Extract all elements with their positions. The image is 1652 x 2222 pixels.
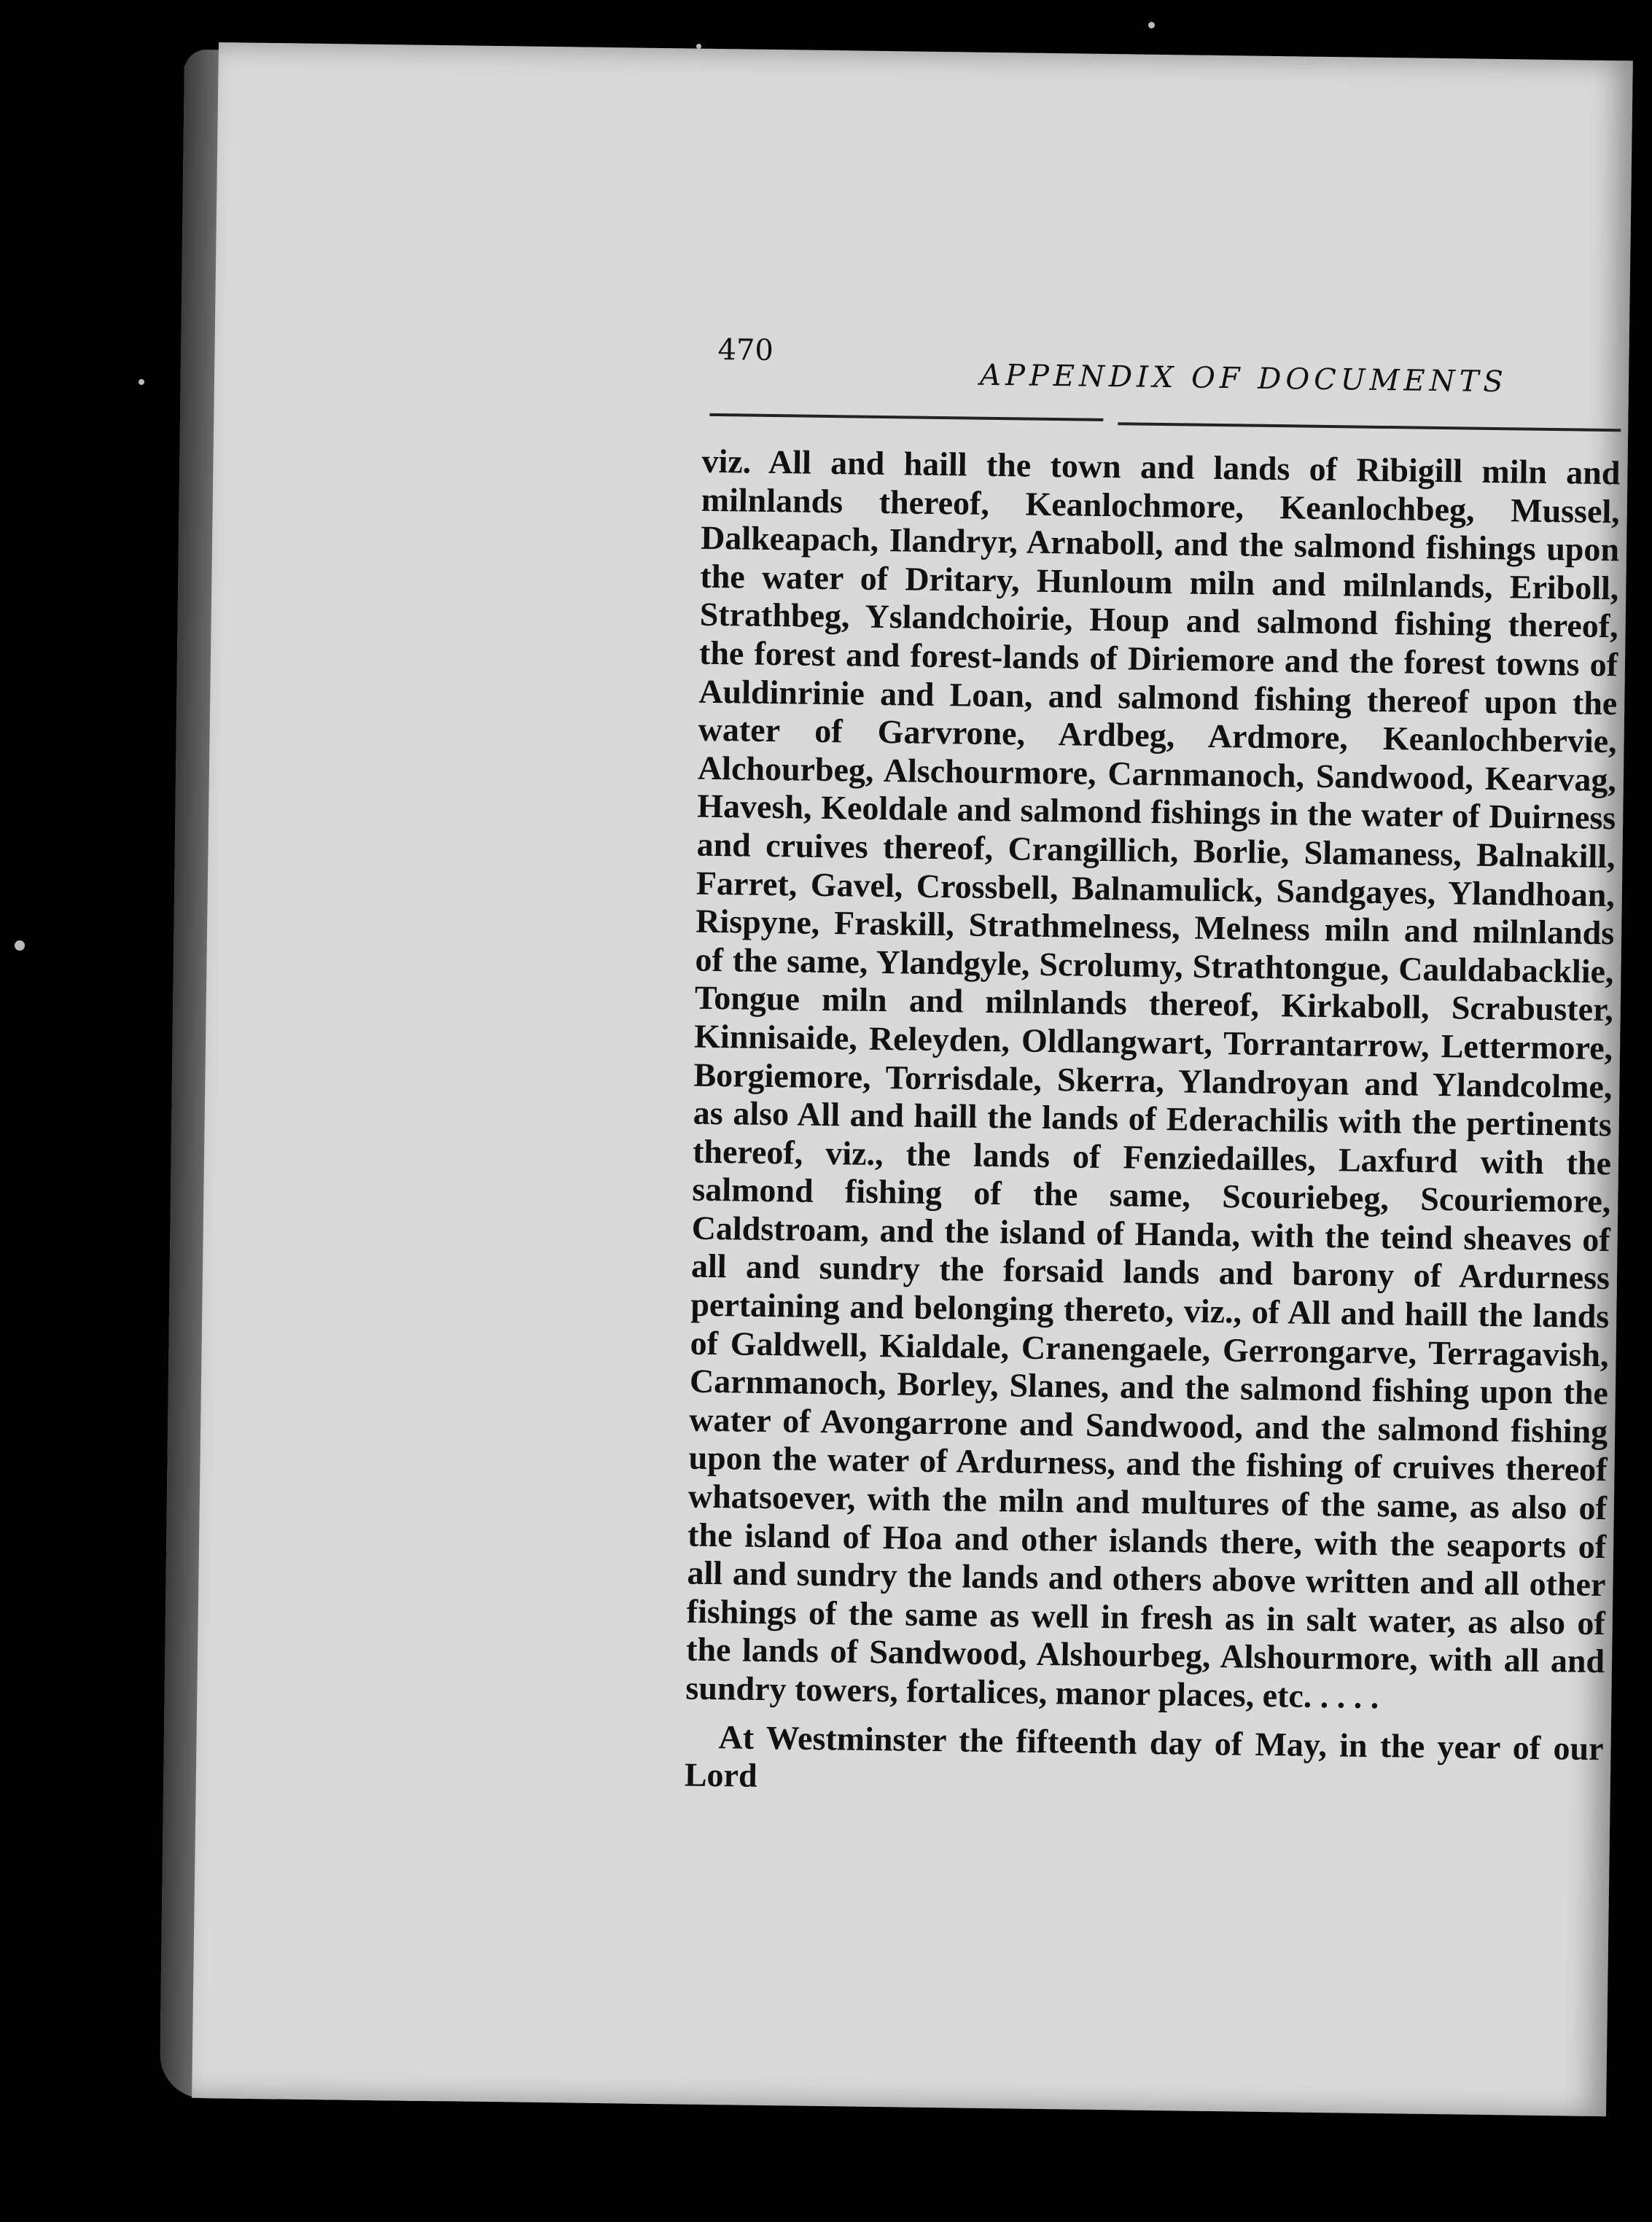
paragraph-1: viz. All and haill the town and lands of Ribigill miln and milnlands thereof, Keanlochmore, Keanlochbeg, Mussel, Dalkeapach, Ilandryr, Arnaboll, and the salmond fishings upon the water of Dritary, Hunloum miln and milnlands, Eriboll, Strathbeg, Yslandchoirie, Houp and salmond fishing thereof, the forest and forest-lands of Diriemore and the forest towns of Auldinrinie and Loan, and salmond fishing thereof upon the water of Garvrone, Ardbeg, Ardmore, Keanlochbervie, Alchourbeg, Alschourmore, Carnmanoch, Sandwood, Kearvag, Havesh, Keoldale and salmond fishings in the water of Duirness and cruives thereof, Crangillich, Borlie, Slamaness, Balnakill, Farret, Gavel, Crossbell, Balnamulick, Sandgayes, Ylandhoan, Rispyne, Fraskill, Strathmelness, Melness miln and milnlands of the same, Ylandgyle, Scrolumy, Strathtongue, Cauldabacklie, Tongue miln and milnlands thereof, Kirkaboll, Scrabuster, Kinnisaide, Releyden, Oldlangwart, Torrantarrow, Lettermore, Borgiemore, Torrisdale, Skerra, Ylandroyan and Ylandcolme, as also All and haill the lands of Ederachilis with the pertinents thereof, viz., the lands of Fenziedailles, Laxfurd with the salmond fishing of the same, Scouriebeg, Scouriemore, Caldstroam, and the island of Handa, with the teind sheaves of all and sundry the forsaid lands and barony of Ardurness pertaining and belonging thereto, viz., of All and haill the lands of Galdwell, Kialdale, Cranengaele, Gerrongarve, Terragavish, Carnmanoch, Borley, Slanes, and the salmond fishing upon the water of Avongarrone and Sandwood, and the salmond fishing upon the water of Ardurness, and the fishing of cruives thereof whatsoever, with the miln and multures of the same, as also of the island of Hoa and other islands there, with the seaports of all and sundry the lands and others above written and all other fishings of the same as well in fresh as in salt water, as also of the lands of Sandwood, Alshourbeg, Alshourmore, with all and sundry towers, fortalices, manor places, etc. . . . . [685,442,1621,1716]
paragraph-2: At Westminster the fifteenth day of May, in the year of our Lord [684,1718,1604,1795]
dust-speck [1148,22,1155,28]
dust-speck [139,379,144,385]
header-rule-left [709,413,1103,421]
body-text [685,443,1621,1806]
running-head: APPENDIX OF DOCUMENTS [979,358,1508,399]
book-page [192,42,1633,2116]
dust-speck [696,44,701,49]
header-rule-right [1118,422,1621,432]
dust-speck [15,940,25,951]
page-number: 470 [717,332,774,367]
